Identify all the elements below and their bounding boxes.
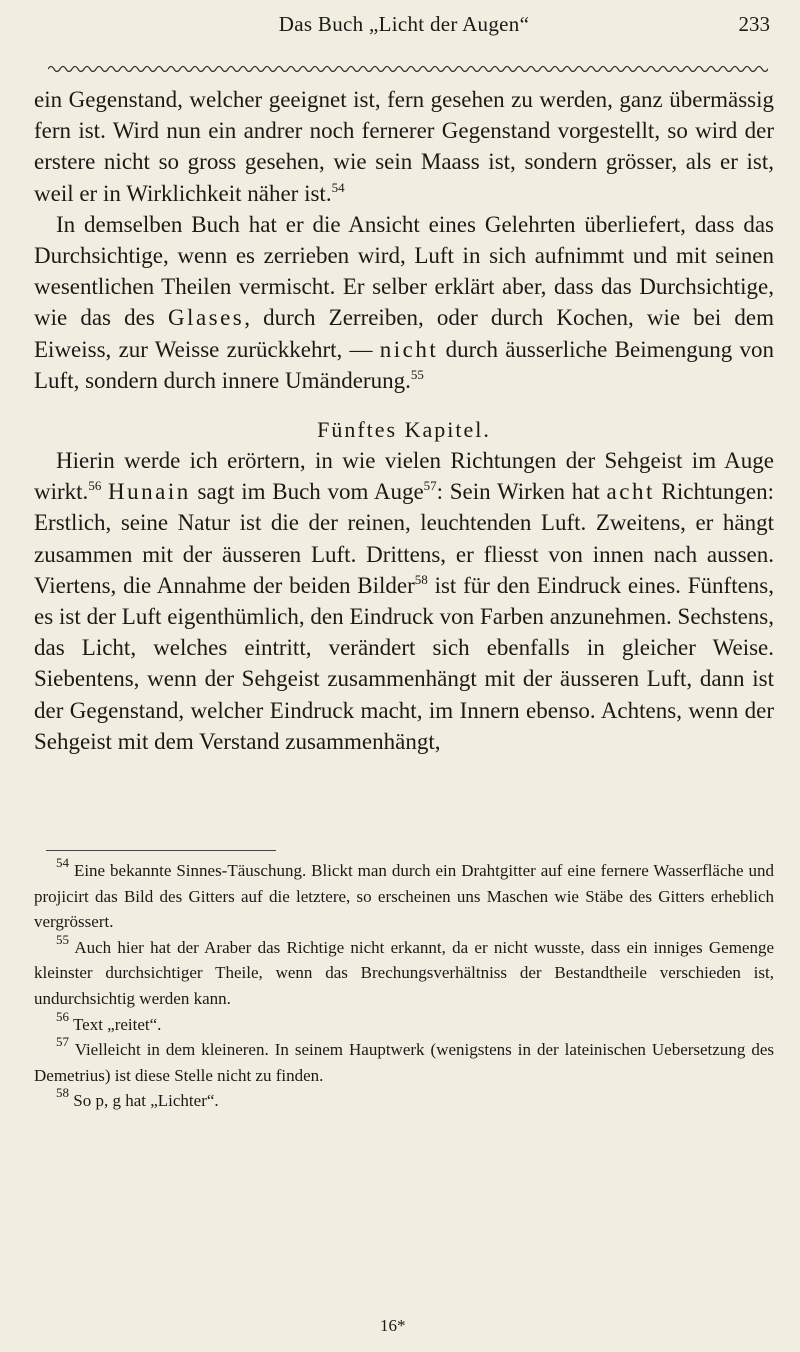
spaced-word: acht [606, 479, 655, 505]
spaced-word: nicht [379, 336, 439, 362]
footnote-ref: 57 [423, 478, 437, 494]
footnote-ref: 55 [410, 366, 424, 382]
page-number: 233 [738, 12, 770, 36]
paragraph: In demselben Buch hat er die Ansicht eines Gelehrten überliefert, dass das Durchsichtige, wenn es zerrieben wird, Luft in sich aufnimmt und mit seinen wesentlichen Theilen vermischt. Er selber erklärt aber, dass das Durchsichtige, wie das des Glases, durch Zerreiben, oder durch Kochen, wie bei dem Eiweiss, zur Weisse zurückkehrt, — nicht durch äusserliche Beimengung von Luft, sondern durch innere Umänderung.$^{55}$ [34, 211, 775, 393]
footnote: $^{58}$ So p, g hat „Lichter“. [56, 1085, 219, 1111]
running-title: Das Buch „Licht der Augen“ [278, 12, 530, 36]
paragraph: Hierin werde ich erörtern, in wie vielen Richtungen der Sehgeist im Auge wirkt.$^{56}$ Hunain sagt im Buch vom Auge$^{57}$: Sein Wirken hat acht Richtungen: Erstlich, seine Natur ist die der reinen, leuchtenden Luft. Zweitens, er hängt zusammen mit der äusseren Luft. Drittens, er fliesst von innen nach aussen. Viertens, die Annahme der beiden Bilder$^{58}$ ist für den Eindruck eines. Fünftens, es ist der Luft eigenthümlich, den Eindruck von Farben anzunehmen. Sechstens, das Licht, welches eintritt, verändert sich ebenfalls in gleicher Weise. Siebentens, wenn der Sehgeist zusammenhängt mit der äusseren Luft, dann ist der Gegenstand, welcher Eindruck macht, im Innern ebenso. Achtens, wenn der Sehgeist mit dem Verstand zusammenhängt, [34, 448, 774, 754]
decorative-wavy-rule [48, 62, 768, 76]
signature-mark: 16* [380, 1316, 406, 1335]
footnote-separator [46, 850, 276, 851]
page-header [34, 12, 774, 64]
spaced-word: Glases [167, 305, 245, 331]
footnote-ref: 58 [414, 571, 428, 587]
paragraph: ein Gegenstand, welcher geeignet ist, fern gesehen zu werden, ganz übermässig fern ist. Wird nun ein andrer noch fernerer Gegenstand vorgestellt, so wird der erstere nicht so gross gesehen, wie sein Maass ist, sondern grösser, als er ist, weil er in Wirklichkeit näher ist.$^{54}$ [34, 87, 774, 206]
main-text [34, 84, 774, 757]
footnote: $^{57}$ Vielleicht in dem kleineren. In seinem Hauptwerk (wenigstens in der lateinischen Uebersetzung des Demetrius) ist diese Stelle nicht zu finden. [34, 1034, 774, 1085]
footnote: $^{56}$ Text „reitet“. [56, 1008, 162, 1034]
footnotes [34, 855, 775, 1114]
footnote-ref: 54 [331, 179, 345, 195]
spaced-word: Hunain [108, 479, 191, 505]
footnote: $^{55}$ Auch hier hat der Araber das Richtige nicht erkannt, da er nicht wusste, dass ein inniges Gemenge kleinster durchsichtiger Theile, wenn das Brechungsverhältniss der Bestandtheile verschieden ist, undurchsichtig werden kann. [34, 931, 775, 1008]
chapter-heading: Fünftes Kapitel. [317, 417, 491, 443]
footnote: $^{54}$ Eine bekannte Sinnes-Täuschung. Blickt man durch ein Drahtgitter auf eine fernere Wasserfläche und projicirt das Bild des Gitters auf die letztere, so erscheinen uns Maschen wie Stäbe des Gitters erheblich vergrössert. [34, 855, 775, 932]
footnote-ref: 56 [88, 478, 102, 494]
